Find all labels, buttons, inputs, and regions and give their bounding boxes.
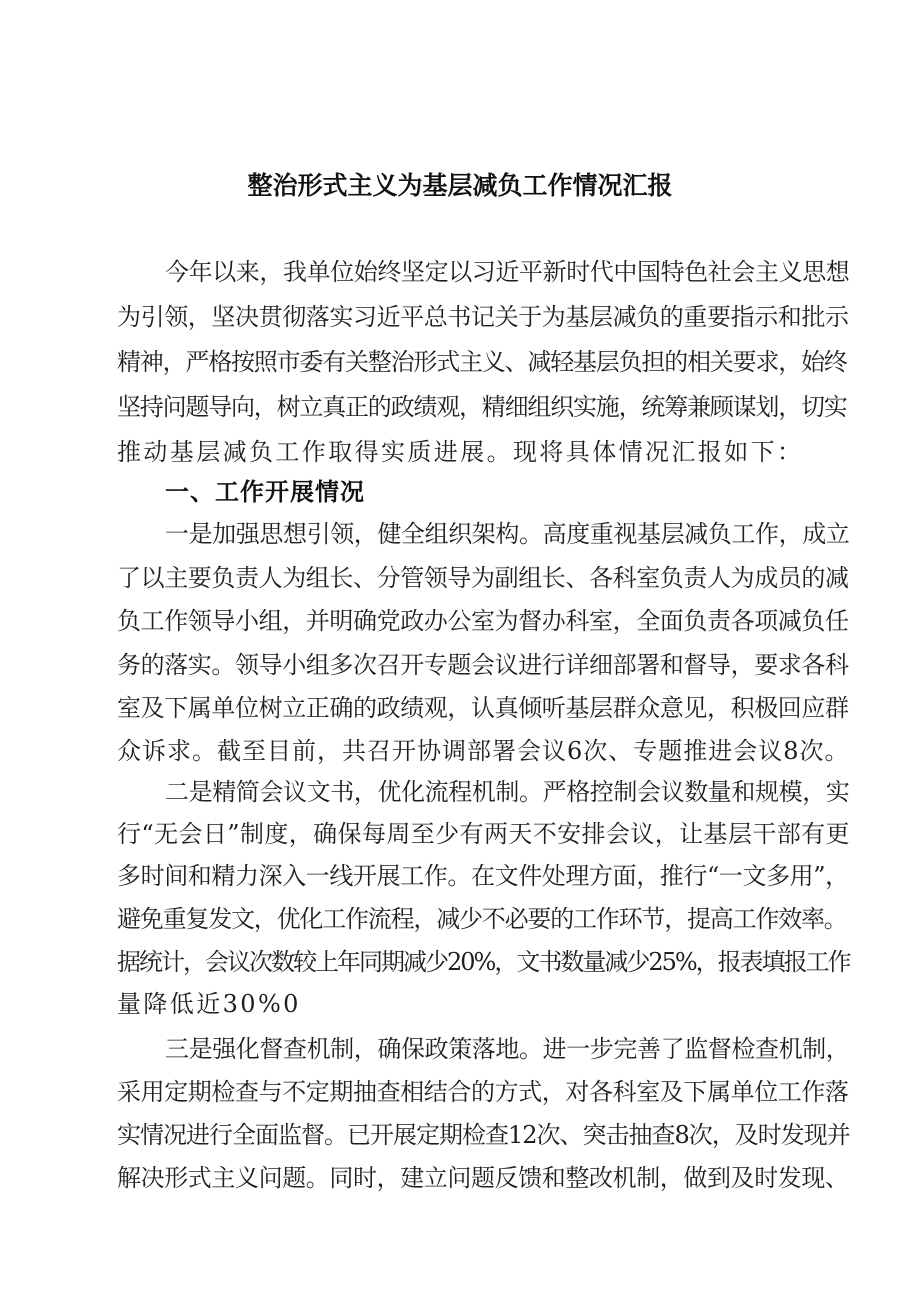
section-heading: 一、工作开展情况 <box>165 478 365 506</box>
paragraph-line: 坚持问题导向，树立真正的政绩观，精细组织实施，统筹兼顾谋划，切实 <box>117 393 847 421</box>
paragraph-line: 采用定期检查与不定期抽查相结合的方式，对各科室及下属单位工作落 <box>117 1078 849 1106</box>
paragraph-line: 了以主要负责人为组长、分管领导为副组长、各科室负责人为成员的减 <box>117 564 849 592</box>
paragraph-line: 为引领，坚决贯彻落实习近平总书记关于为基层减负的重要指示和批示 <box>117 303 849 331</box>
document-title: 整治形式主义为基层减负工作情况汇报 <box>247 171 673 200</box>
paragraph-line: 室及下属单位树立正确的政绩观，认真倾听基层群众意见，积极回应群 <box>117 694 849 722</box>
paragraph-line: 行“无会日”制度，确保每周至少有两天不安排会议，让基层干部有更 <box>117 820 850 848</box>
paragraph-line: 众诉求。截至目前，共召开协调部署会议6次、专题推进会议8次。 <box>117 737 850 765</box>
paragraph-line: 量降低近30%0 <box>117 990 301 1018</box>
paragraph-line: 解决形式主义问题。同时，建立问题反馈和整改机制，做到及时发现、 <box>117 1164 849 1192</box>
paragraph-line: 避免重复发文，优化工作流程，减少不必要的工作环节，提高工作效率。 <box>117 905 847 933</box>
paragraph-line: 三是强化督查机制，确保政策落地。进一步完善了监督检查机制， <box>165 1035 850 1063</box>
paragraph-line: 一是加强思想引领，健全组织架构。高度重视基层减负工作，成立 <box>165 520 850 548</box>
paragraph-line: 据统计，会议次数较上年同期减少20%，文书数量减少25%，报表填报工作 <box>117 948 850 976</box>
paragraph-line: 精神，严格按照市委有关整治形式主义、减轻基层负担的相关要求，始终 <box>117 348 847 376</box>
paragraph-line: 务的落实。领导小组多次召开专题会议进行详细部署和督导，要求各科 <box>117 651 849 679</box>
paragraph-line: 负工作领导小组，并明确党政办公室为督办科室，全面负责各项减负任 <box>117 607 849 635</box>
paragraph-line: 多时间和精力深入一线开展工作。在文件处理方面，推行“一文多用”， <box>117 862 849 890</box>
paragraph-line: 二是精简会议文书，优化流程机制。严格控制会议数量和规模，实 <box>165 778 850 806</box>
paragraph-line: 今年以来，我单位始终坚定以习近平新时代中国特色社会主义思想 <box>165 258 850 286</box>
paragraph-line: 推动基层减负工作取得实质进展。现将具体情况汇报如下： <box>117 438 804 466</box>
paragraph-line: 实情况进行全面监督。已开展定期检查12次、突击抽查8次，及时发现并 <box>117 1121 850 1149</box>
